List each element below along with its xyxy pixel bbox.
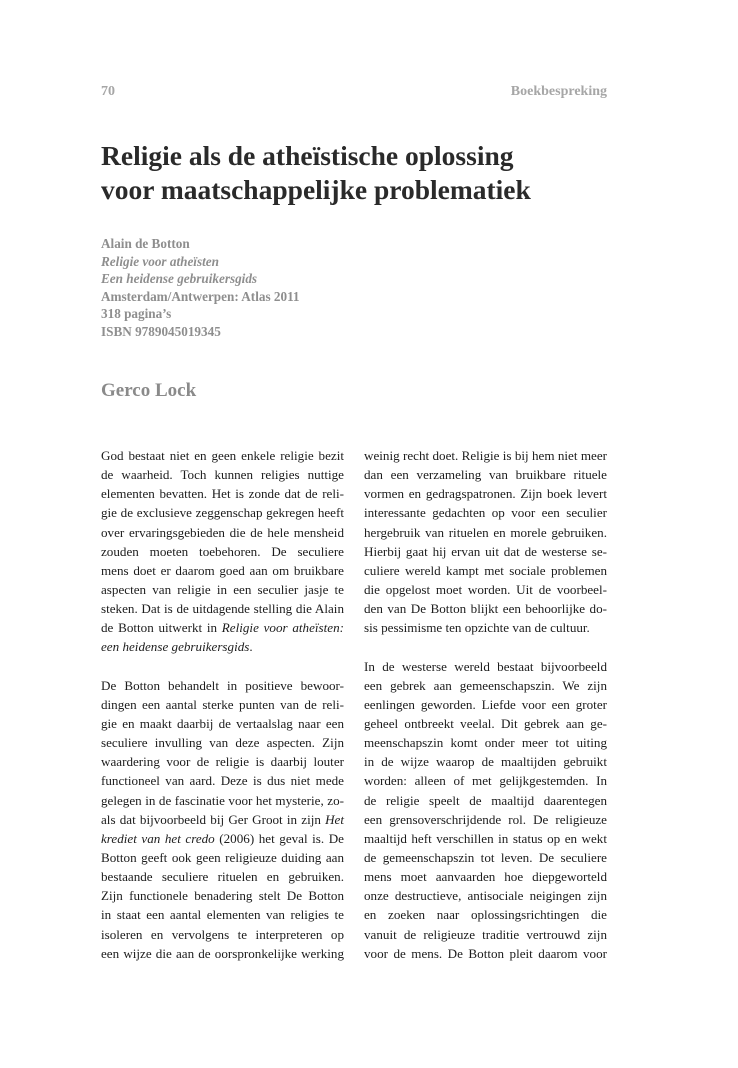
text-line: vormen en gedragspatronen. Zijn boek levert — [364, 486, 607, 502]
book-publisher: Amsterdam/Antwerpen: Atlas 2011 — [101, 288, 300, 304]
text-segment: (2006) het geval is. De — [214, 830, 344, 846]
text-line: en zoeken naar oplossingsrichtingen die — [364, 907, 607, 923]
text-line: die opgelost moet worden. Uit de voorbeel- — [364, 581, 607, 597]
book-author: Alain de Botton — [101, 236, 190, 251]
italic-segment: krediet van het credo — [101, 830, 215, 846]
text-line — [101, 637, 344, 656]
text-line: God bestaat niet en geen enkele religie bezit — [101, 448, 344, 463]
text-line: isoleren en vervolgens te interpreteren op — [101, 926, 344, 942]
text-line: een grensoverschrijdende rol. De religieuze — [364, 811, 607, 827]
body-column-left — [101, 446, 344, 963]
text-line: culiere wereld kampt met sociale problemen — [364, 562, 607, 578]
title-line: voor maatschappelijke problematiek — [101, 174, 531, 205]
text-line: bestaande seculiere rituelen en gebruiken. — [101, 869, 344, 885]
text-line: functioneel van aard. Deze is dus niet mede — [101, 773, 344, 789]
text-line: vanuit de religieuze traditie vertrouwd zijn — [364, 926, 607, 942]
text-line: in de wijze waarop de maaltijden gebruikt — [364, 754, 607, 770]
text-line: in staat een aantal elementen van religies te — [101, 907, 344, 923]
text-line: geheel ontbreekt veelal. Dit gebrek aan ge- — [364, 715, 607, 731]
text-line: maaltijd heft verschillen in status op en wekt — [364, 830, 607, 846]
italic-segment: Het — [325, 811, 344, 827]
text-line: de religie speelt de maaltijd daarentegen — [364, 792, 607, 808]
text-segment: . — [249, 639, 253, 655]
text-line: worden: alleen of met gelijkgestemden. In — [364, 773, 607, 789]
text-line — [101, 618, 344, 637]
running-header — [101, 84, 607, 104]
italic-segment: Religie voor atheïsten: — [221, 620, 344, 636]
text-line: dan een verzameling van bruikbare rituele — [364, 467, 607, 483]
text-line: Zijn functionele benadering stelt De Botton — [101, 888, 344, 904]
text-line: de gemeenschapszin tot leven. De seculiere — [364, 849, 607, 865]
page-number: 70 — [101, 84, 115, 99]
text-line — [101, 829, 344, 848]
text-line: De Botton behandelt in positieve bewoor- — [101, 677, 344, 693]
text-line: hergebruik van rituelen en morele gebruiken. — [364, 524, 607, 540]
text-line: waardering voor de religie is daarbij louter — [101, 754, 344, 770]
text-line: elementen bevatten. Het is zonde dat de reli- — [101, 486, 344, 502]
paragraph-gap — [364, 637, 607, 656]
book-info — [101, 235, 501, 340]
text-line: weinig recht doet. Religie is bij hem niet meer — [364, 448, 607, 463]
text-line: In de westerse wereld bestaat bijvoorbeeld — [364, 658, 607, 674]
book-title: Religie voor atheïsten — [101, 253, 219, 269]
text-segment: de Botton uitwerkt in — [101, 620, 222, 636]
text-line: gelegen in de fascinatie voor het mysterie, zo- — [101, 792, 344, 808]
text-line: den van De Botton blijkt een behoorlijke do- — [364, 601, 607, 617]
section-label: Boekbespreking — [510, 84, 607, 99]
book-pages: 318 pagina’s — [101, 306, 172, 321]
text-line: mens doet er daarom goed aan om bruikbare — [101, 562, 344, 578]
text-line: een gebrek aan gemeenschapszin. We zijn — [364, 677, 607, 693]
text-line: steken. Dat is de uitdagende stelling die Alain — [101, 601, 344, 617]
text-line: over ervaringsgebieden die de hele mensheid — [101, 524, 344, 540]
text-line: meenschapszin komt onder meer tot uiting — [364, 735, 607, 751]
book-subtitle: Een heidense gebruikersgids — [101, 271, 258, 286]
text-segment: als dat bijvoorbeeld bij Ger Groot in zijn — [101, 811, 326, 827]
paragraph-gap — [101, 657, 344, 676]
body-column-right — [364, 446, 607, 963]
text-line: Botton geeft ook geen religieuze duiding aan — [101, 849, 344, 865]
reviewer-name: Gerco Lock — [101, 380, 197, 401]
text-line: aspecten van religie in een seculier jasje te — [101, 581, 344, 597]
text-line: een wijze die aan de oorspronkelijke werking — [101, 945, 344, 961]
text-line — [101, 810, 344, 829]
text-line: gie de exclusieve zeggenschap gekregen heeft — [101, 505, 344, 521]
article-title — [101, 139, 641, 207]
text-line: interessante gedachten op voor een seculier — [364, 505, 607, 521]
book-isbn: ISBN 9789045019345 — [101, 323, 221, 339]
text-line: gie en maakt daarbij de vertaalslag naar een — [101, 715, 344, 731]
text-line: zouden moeten toebehoren. De seculiere — [101, 543, 344, 559]
text-line: onze destructieve, antisociale neigingen zijn — [364, 888, 607, 904]
text-line: mens moet aanvaarden hoe diepgeworteld — [364, 869, 607, 885]
text-line: seculiere invulling van deze aspecten. Zijn — [101, 735, 344, 751]
title-line: Religie als de atheïstische oplossing — [101, 140, 514, 171]
italic-segment: een heidense gebruikersgids — [101, 639, 250, 655]
text-line: voor de mens. De Botton pleit daarom voor — [364, 945, 607, 961]
text-line: Hierbij gaat hij ervan uit dat de westerse se- — [364, 543, 607, 559]
text-line: sis pessimisme ten opzichte van de cultuur. — [364, 620, 590, 636]
text-line: dingen een aantal sterke punten van de reli- — [101, 696, 344, 712]
text-line: de waarheid. Toch kunnen religies nuttige — [101, 467, 344, 483]
text-line: eenlingen geworden. Liefde voor een groter — [364, 696, 607, 712]
